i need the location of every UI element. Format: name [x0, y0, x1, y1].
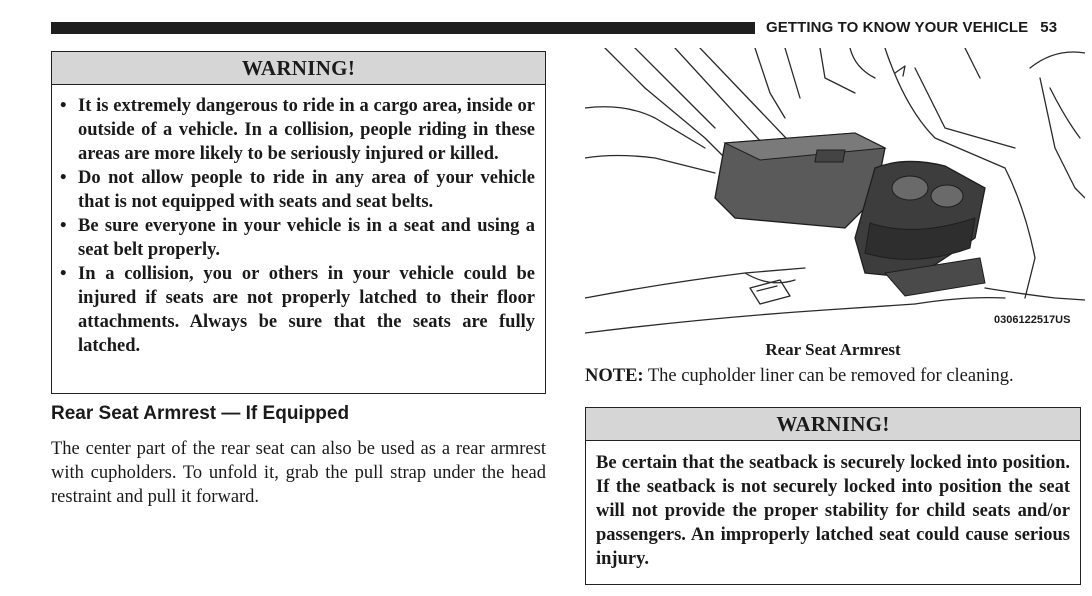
- warning-title: WARNING!: [52, 52, 545, 85]
- warning-item: • In a collision, you or others in your vehicle could be injured if seats are not properly latched to their floor attachments. Always be sure that the seats are fully latched.: [60, 264, 535, 356]
- header-section-title: GETTING TO KNOW YOUR VEHICLE: [766, 19, 1029, 36]
- warning-item: • It is extremely dangerous to ride in a cargo area, inside or outside of a vehicle. In a collision, people riding in these areas are more likely to be seriously injured or killed.: [60, 96, 535, 164]
- armrest-illustration: [585, 48, 1085, 335]
- warning-box-cargo: [51, 51, 546, 394]
- warning-text: Be certain that the seatback is securely locked into position. If the seatback is not securely locked into position the seat will not provide the proper stability for child seats and/or passengers. An improperly latched seat could cause serious injury.: [596, 453, 1070, 569]
- running-header: [766, 19, 1057, 36]
- bullet-icon: •: [60, 168, 67, 188]
- header-rule: [51, 22, 755, 34]
- warning-item: • Do not allow people to ride in any area of your vehicle that is not equipped with seats and seat belts.: [60, 168, 535, 212]
- bullet-icon: •: [60, 216, 67, 236]
- section-heading: Rear Seat Armrest — If Equipped: [51, 403, 350, 424]
- bullet-icon: •: [60, 96, 67, 116]
- note-label: NOTE:: [585, 366, 644, 386]
- warning-list: [52, 85, 545, 358]
- note-text: The cupholder liner can be removed for cleaning.: [643, 366, 1014, 386]
- page-number: 53: [1040, 19, 1058, 36]
- note: [585, 366, 1014, 387]
- figure-code: 0306122517US: [994, 314, 1071, 326]
- figure-caption: Rear Seat Armrest: [765, 340, 901, 359]
- section-paragraph: The center part of the rear seat can also be used as a rear armrest with cupholders. To unfold it, grab the pull strap under the head restraint and pull it forward.: [51, 439, 546, 507]
- bullet-icon: •: [60, 264, 67, 284]
- warning-title: WARNING!: [586, 408, 1080, 441]
- warning-item: • Be sure everyone in your vehicle is in a seat and using a seat belt properly.: [60, 216, 535, 260]
- warning-box-seatback: [585, 407, 1081, 585]
